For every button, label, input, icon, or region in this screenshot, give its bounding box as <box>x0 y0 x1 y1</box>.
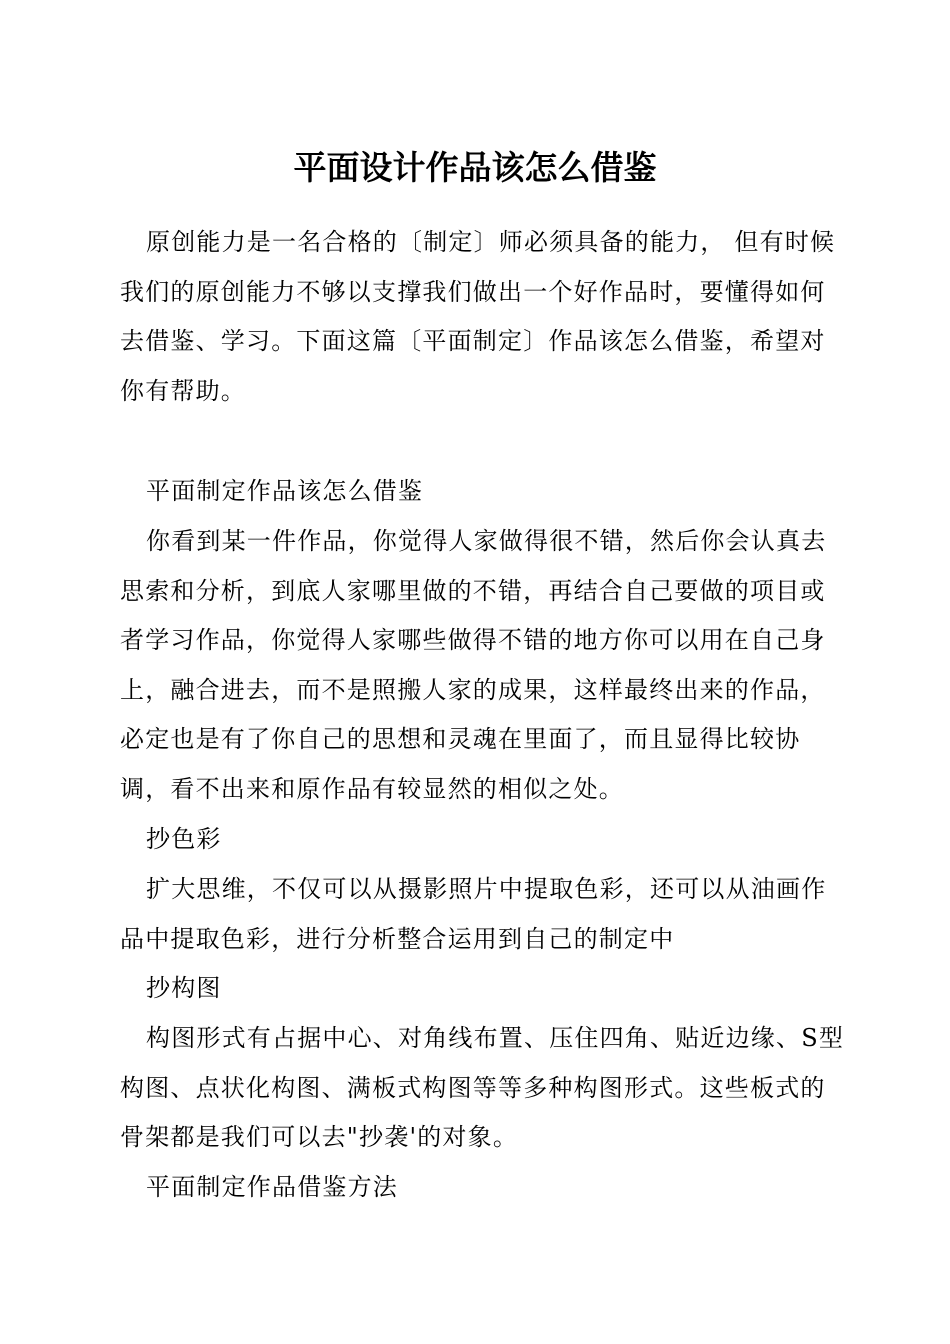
section-heading-color: 抄色彩 <box>146 825 222 853</box>
section-heading-how-to-borrow: 平面制定作品该怎么借鉴 <box>146 477 424 505</box>
section-heading-composition: 抄构图 <box>146 974 222 1002</box>
section-paragraph-color: 扩大思维，不仅可以从摄影照片中提取色彩，还可以从油画作品中提取色彩，进行分析整合运用到自己的制定中 <box>120 875 827 953</box>
intro-paragraph: 原创能力是一名合格的〔制定〕师必须具备的能力， 但有时候我们的原创能力不够以支撑我们做出一个好作品时，要懂得如何去借鉴、学习。下面这篇〔平面制定〕作品该怎么借鉴，希望对你有帮助。 <box>120 228 836 405</box>
section-paragraph-how-to-borrow: 你看到某一件作品，你觉得人家做得很不错，然后你会认真去思索和分析，到底人家哪里做的不错，再结合自己要做的项目或者学习作品，你觉得人家哪些做得不错的地方你可以用在自己身上，融合进去，而不是照搬人家的成果，这样最终出来的作品，必定也是有了你自己的思想和灵魂在里面了，而且显得比较协调，看不出来和原作品有较显然的相似之处。 <box>120 527 827 803</box>
document-title: 平面设计作品该怎么借鉴 <box>293 148 657 187</box>
section-heading-methods: 平面制定作品借鉴方法 <box>146 1173 398 1201</box>
section-paragraph-composition: 构图形式有占据中心、对角线布置、压住四角、贴近边缘、S型构图、点状化构图、满板式构图等等多种构图形式。这些板式的骨架都是我们可以去"抄袭'的对象。 <box>120 1024 845 1152</box>
